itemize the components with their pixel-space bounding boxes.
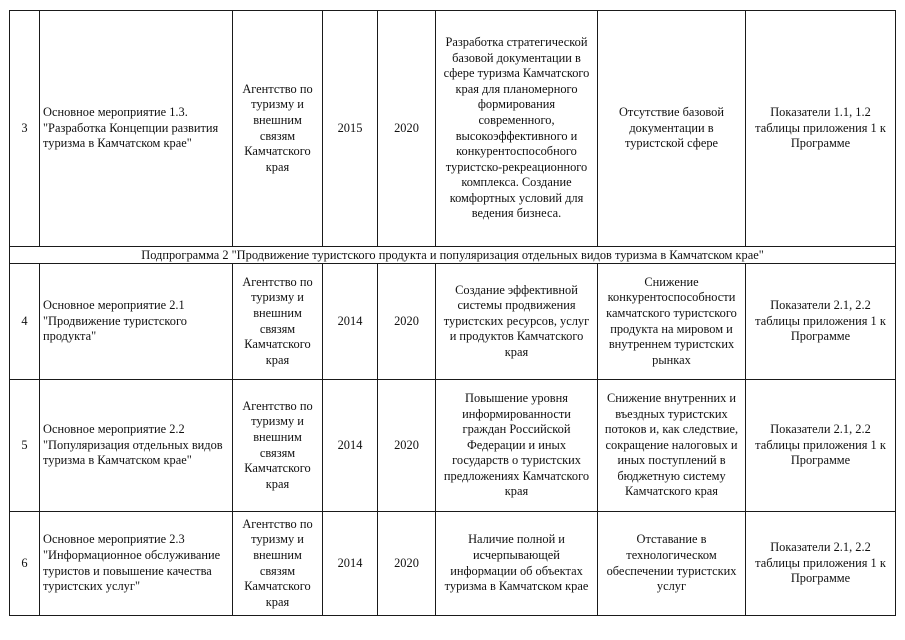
measure-name: Основное мероприятие 2.1 "Продвижение туристского продукта" <box>40 264 233 380</box>
measure-name: Основное мероприятие 1.3. "Разработка Концепции развития туризма в Камчатском крае" <box>40 11 233 247</box>
consequence: Снижение конкурентоспособности камчатского туристского продукта на мировом и внутреннем туристских рынках <box>598 264 746 380</box>
start-year: 2015 <box>323 11 378 247</box>
table-row <box>10 512 896 616</box>
start-year: 2014 <box>323 264 378 380</box>
consequence: Снижение внутренних и въездных туристских потоков и, как следствие, сокращение налоговых и иных поступлений в бюджетную систему Камчатского края <box>598 380 746 512</box>
consequence: Отсутствие базовой документации в туристской сфере <box>598 11 746 247</box>
subprogram-header-row <box>10 247 896 264</box>
indicators: Показатели 2.1, 2.2 таблицы приложения 1 к Программе <box>746 512 896 616</box>
executor: Агентство по туризму и внешним связям Камчатского края <box>233 11 323 247</box>
end-year: 2020 <box>378 264 436 380</box>
table-row <box>10 380 896 512</box>
end-year: 2020 <box>378 512 436 616</box>
consequence: Отставание в технологическом обеспечении туристских услуг <box>598 512 746 616</box>
row-number: 6 <box>10 512 40 616</box>
start-year: 2014 <box>323 512 378 616</box>
measure-name: Основное мероприятие 2.2 "Популяризация отдельных видов туризма в Камчатском крае" <box>40 380 233 512</box>
expected-result: Повышение уровня информированности граждан Российской Федерации и иных государств о туристских предложениях Камчатского края <box>436 380 598 512</box>
end-year: 2020 <box>378 11 436 247</box>
executor: Агентство по туризму и внешним связям Камчатского края <box>233 380 323 512</box>
measure-name: Основное мероприятие 2.3 "Информационное обслуживание туристов и повышение качества туристских услуг" <box>40 512 233 616</box>
expected-result: Разработка стратегической базовой документации в сфере туризма Камчатского края для планомерного формирования современного, высокоэффективного и конкурентоспособного туристско-рекреационного комплекса. Создание комфортных условий для ведения бизнеса. <box>436 11 598 247</box>
row-number: 5 <box>10 380 40 512</box>
executor: Агентство по туризму и внешним связям Камчатского края <box>233 264 323 380</box>
table-row <box>10 11 896 247</box>
indicators: Показатели 2.1, 2.2 таблицы приложения 1 к Программе <box>746 264 896 380</box>
table-row <box>10 264 896 380</box>
measures-table <box>9 10 896 616</box>
subprogram-title: Подпрограмма 2 "Продвижение туристского продукта и популяризация отдельных видов туризма в Камчатском крае" <box>10 247 896 264</box>
row-number: 4 <box>10 264 40 380</box>
expected-result: Создание эффективной системы продвижения туристских ресурсов, услуг и продуктов Камчатского края <box>436 264 598 380</box>
expected-result: Наличие полной и исчерпывающей информации об объектах туризма в Камчатском крае <box>436 512 598 616</box>
indicators: Показатели 2.1, 2.2 таблицы приложения 1 к Программе <box>746 380 896 512</box>
executor: Агентство по туризму и внешним связям Камчатского края <box>233 512 323 616</box>
start-year: 2014 <box>323 380 378 512</box>
end-year: 2020 <box>378 380 436 512</box>
row-number: 3 <box>10 11 40 247</box>
indicators: Показатели 1.1, 1.2 таблицы приложения 1 к Программе <box>746 11 896 247</box>
